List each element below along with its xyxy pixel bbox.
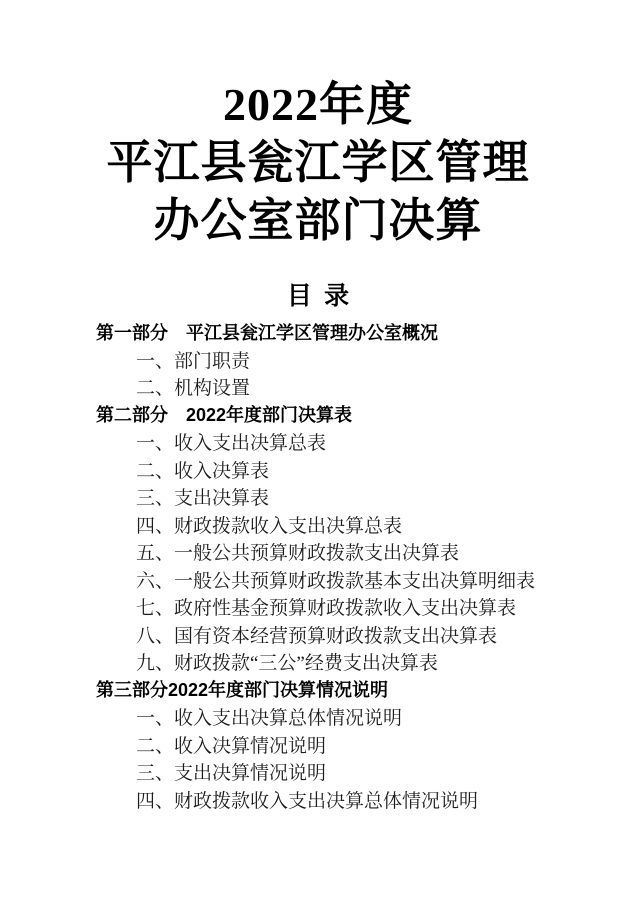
document-title-line-2: 平江县瓮江学区管理 bbox=[106, 137, 530, 188]
toc-entry: 三、支出决算情况说明 bbox=[136, 763, 327, 785]
toc-entry: 三、支出决算表 bbox=[136, 488, 270, 510]
toc-entry: 一、部门职责 bbox=[136, 350, 251, 372]
toc-entry: 二、收入决算情况说明 bbox=[136, 735, 327, 757]
toc-entry: 七、政府性基金预算财政拨款收入支出决算表 bbox=[136, 598, 517, 620]
table-of-contents bbox=[0, 318, 636, 813]
toc-entry: 二、收入决算表 bbox=[136, 460, 270, 482]
document-title-line-3: 办公室部门决算 bbox=[153, 195, 483, 246]
document-title bbox=[0, 76, 636, 250]
toc-section-heading: 第二部分 2022年度部门决算表 bbox=[96, 405, 353, 426]
toc-heading: 目 录 bbox=[286, 283, 350, 310]
toc-entry: 一、收入支出决算总表 bbox=[136, 433, 327, 455]
toc-entry: 四、财政拨款收入支出决算总体情况说明 bbox=[136, 790, 479, 812]
toc-section-heading: 第三部分2022年度部门决算情况说明 bbox=[96, 680, 389, 701]
toc-entry: 九、财政拨款“三公”经费支出决算表 bbox=[136, 653, 438, 675]
toc-entry: 二、机构设置 bbox=[136, 378, 251, 400]
toc-entry: 五、一般公共预算财政拨款支出决算表 bbox=[136, 543, 460, 565]
toc-entry: 六、一般公共预算财政拨款基本支出决算明细表 bbox=[136, 570, 536, 592]
toc-entry: 四、财政拨款收入支出决算总表 bbox=[136, 515, 403, 537]
toc-entry: 一、收入支出决算总体情况说明 bbox=[136, 708, 403, 730]
toc-section-heading: 第一部分 平江县瓮江学区管理办公室概况 bbox=[96, 322, 438, 343]
toc-entry: 八、国有资本经营预算财政拨款支出决算表 bbox=[136, 625, 498, 647]
document-title-line-1: 2022年度 bbox=[223, 79, 413, 130]
